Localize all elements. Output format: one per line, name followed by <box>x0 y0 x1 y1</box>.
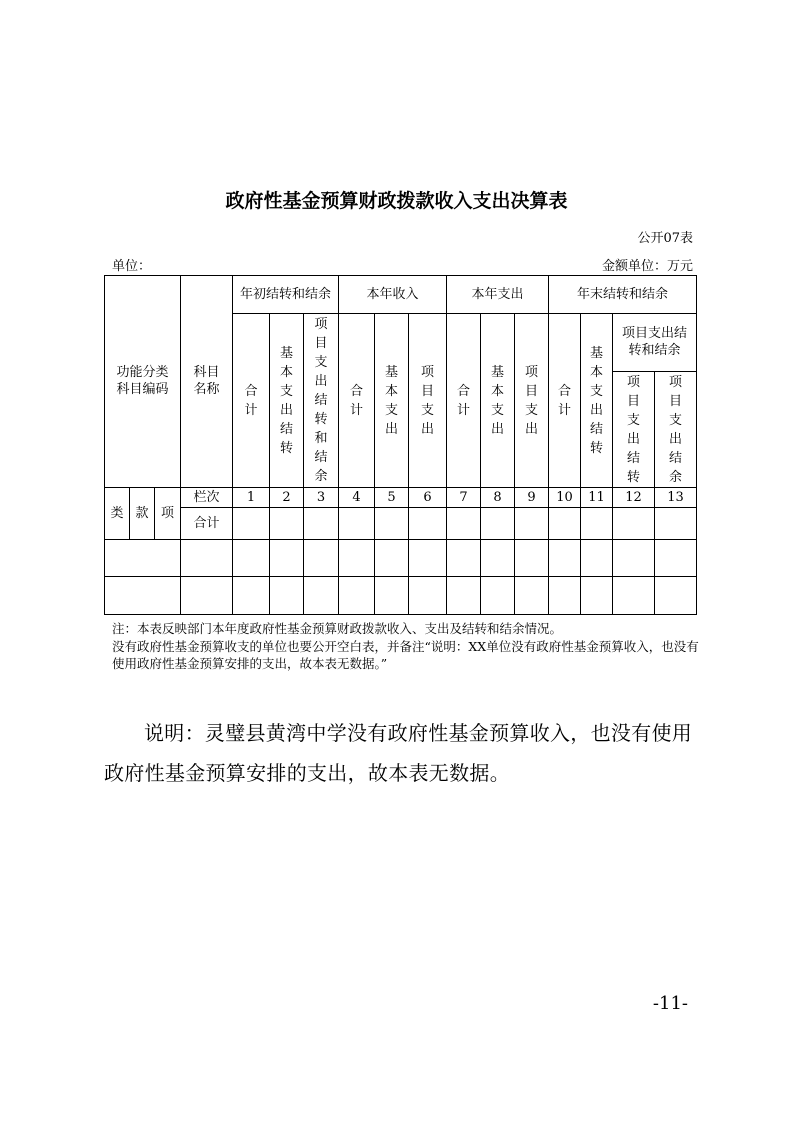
table-row <box>105 577 697 615</box>
header-expense-total: 合计 <box>447 314 481 488</box>
col-num-6: 6 <box>409 488 447 508</box>
amount-unit: 金额单位：万元 <box>601 259 693 274</box>
header-subject-name: 科目名称 <box>181 276 233 488</box>
col-num-7: 7 <box>447 488 481 508</box>
table-row <box>105 540 697 577</box>
page-number: -11- <box>652 993 688 1014</box>
header-classification-code: 功能分类科目编码 <box>105 276 181 488</box>
form-code: 公开07表 <box>637 231 693 246</box>
header-closing-project-surplus: 项目支出结余 <box>655 372 697 488</box>
class-col-kuan: 款 <box>130 488 155 540</box>
header-closing-balance: 年末结转和结余 <box>549 276 697 314</box>
col-num-12: 12 <box>613 488 655 508</box>
header-opening-basic-carry: 基本支出结转 <box>270 314 304 488</box>
col-num-13: 13 <box>655 488 697 508</box>
col-num-4: 4 <box>339 488 375 508</box>
header-expense-project: 项目支出 <box>515 314 549 488</box>
header-income-basic: 基本支出 <box>375 314 409 488</box>
header-opening-balance: 年初结转和结余 <box>233 276 339 314</box>
header-closing-project-carry: 项目支出结转 <box>613 372 655 488</box>
col-num-11: 11 <box>581 488 613 508</box>
note-line-1: 注：本表反映部门本年度政府性基金预算财政拨款收入、支出及结转和结余情况。 <box>112 621 563 636</box>
header-closing-total: 合计 <box>549 314 581 488</box>
class-col-xiang: 项 <box>155 488 181 540</box>
header-income-project: 项目支出 <box>409 314 447 488</box>
header-current-expense: 本年支出 <box>447 276 549 314</box>
column-label: 栏次 <box>181 488 233 508</box>
header-opening-project-carry-balance: 项目支出结转和结余 <box>304 314 339 488</box>
header-income-total: 合计 <box>339 314 375 488</box>
col-num-3: 3 <box>304 488 339 508</box>
col-num-9: 9 <box>515 488 549 508</box>
header-project-balance: 项目支出结转和结余 <box>613 314 697 372</box>
col-num-10: 10 <box>549 488 581 508</box>
explanation-paragraph: 说明：灵璧县黄湾中学没有政府性基金预算收入，也没有使用政府性基金预算安排的支出，故本表无数据。 <box>104 721 693 785</box>
budget-table <box>104 275 697 615</box>
header-closing-basic-carry: 基本支出结转 <box>581 314 613 488</box>
header-opening-total: 合计 <box>233 314 270 488</box>
class-col-lei: 类 <box>105 488 130 540</box>
col-num-5: 5 <box>375 488 409 508</box>
note-line-2: 没有政府性基金预算收支的单位也要公开空白表，并备注“说明：XX单位没有政府性基金预算收入，也没有使用政府性基金预算安排的支出，故本表无数据。” <box>112 639 699 671</box>
col-num-8: 8 <box>481 488 515 508</box>
header-current-income: 本年收入 <box>339 276 447 314</box>
col-num-1: 1 <box>233 488 270 508</box>
total-row-label: 合计 <box>181 508 233 540</box>
unit-label: 单位： <box>112 259 152 274</box>
page-title: 政府性基金预算财政拨款收入支出决算表 <box>225 190 568 212</box>
col-num-2: 2 <box>270 488 304 508</box>
header-expense-basic: 基本支出 <box>481 314 515 488</box>
